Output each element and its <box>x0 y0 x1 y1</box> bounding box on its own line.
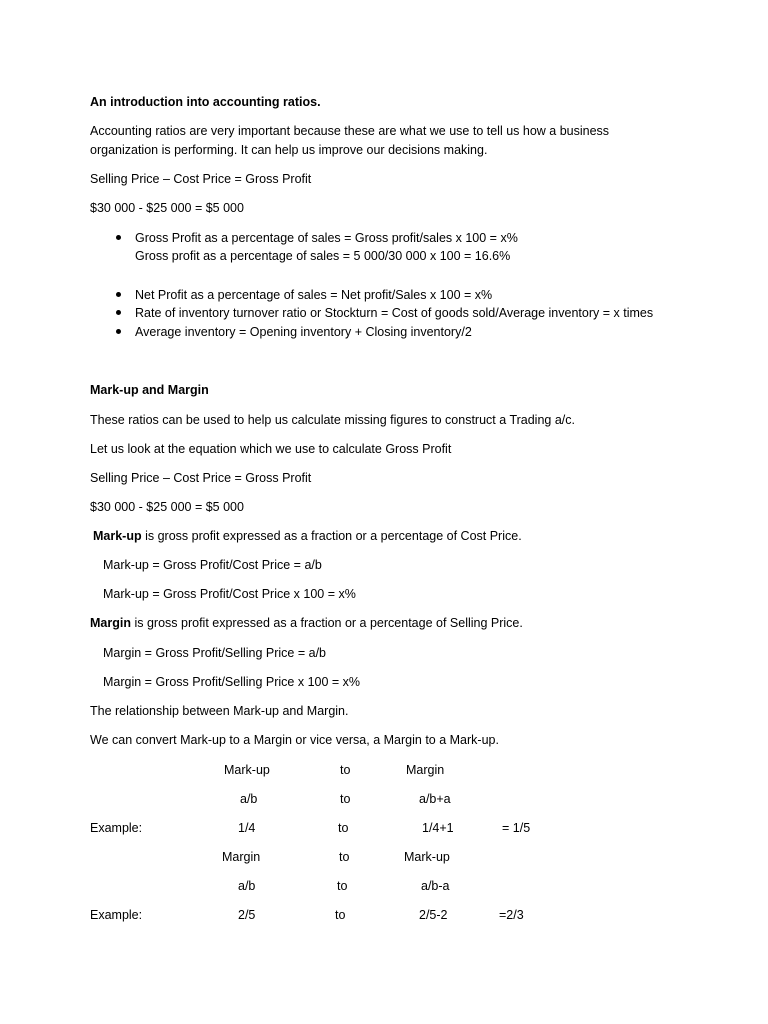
table-cell: Margin <box>222 850 261 864</box>
margin-term: Margin <box>90 616 131 630</box>
margin-formula-fraction: Margin = Gross Profit/Selling Price = a/b <box>103 646 327 660</box>
margin-definition <box>90 615 523 631</box>
markup-definition <box>93 528 522 544</box>
bullet-icon <box>116 310 121 315</box>
table-cell: a/b <box>238 879 256 893</box>
bullet-icon <box>116 235 121 240</box>
table-cell: to <box>335 908 346 922</box>
list-item: Rate of inventory turnover ratio or Stockturn = Cost of goods sold/Average inventory = x times <box>135 306 654 320</box>
intro-paragraph-line2: organization is performing. It can help us improve our decisions making. <box>90 143 488 157</box>
table-cell: to <box>337 879 348 893</box>
paragraph-equation-intro: Let us look at the equation which we use to calculate Gross Profit <box>90 442 452 456</box>
bullet-icon <box>116 329 121 334</box>
list-item-continuation: Gross profit as a percentage of sales = 5 000/30 000 x 100 = 16.6% <box>135 249 511 263</box>
margin-definition-text: is gross profit expressed as a fraction or a percentage of Selling Price. <box>130 616 523 630</box>
list-item: Average inventory = Opening inventory + Closing inventory/2 <box>135 325 472 339</box>
relationship-heading: The relationship between Mark-up and Margin. <box>90 704 349 718</box>
markup-term: Mark-up <box>93 529 142 543</box>
table-cell: 2/5 <box>238 908 256 922</box>
markup-formula-fraction: Mark-up = Gross Profit/Cost Price = a/b <box>103 558 322 572</box>
margin-formula-percent: Margin = Gross Profit/Selling Price x 100 = x% <box>103 675 361 689</box>
table-cell: to <box>339 850 350 864</box>
table-cell: Margin <box>406 763 445 777</box>
table-cell: 2/5-2 <box>419 908 448 922</box>
convert-paragraph: We can convert Mark-up to a Margin or vice versa, a Margin to a Mark-up. <box>90 733 499 747</box>
section-heading: Mark-up and Margin <box>90 383 209 397</box>
gross-profit-example: $30 000 - $25 000 = $5 000 <box>90 201 244 215</box>
intro-paragraph-line1: Accounting ratios are very important because these are what we use to tell us how a business <box>90 124 610 138</box>
table-cell: 1/4+1 <box>422 821 454 835</box>
table-cell: a/b+a <box>419 792 451 806</box>
gross-profit-equation: Selling Price – Cost Price = Gross Profit <box>90 172 312 186</box>
list-item: Net Profit as a percentage of sales = Net profit/Sales x 100 = x% <box>135 288 493 302</box>
table-cell-result: = 1/5 <box>502 821 531 835</box>
gross-profit-equation-2: Selling Price – Cost Price = Gross Profit <box>90 471 312 485</box>
markup-definition-text: is gross profit expressed as a fraction or a percentage of Cost Price. <box>141 529 522 543</box>
table-cell: Mark-up <box>224 763 270 777</box>
table-cell: to <box>340 763 351 777</box>
bullet-icon <box>116 292 121 297</box>
paragraph-ratios-use: These ratios can be used to help us calculate missing figures to construct a Trading a/c. <box>90 413 575 427</box>
table-cell: a/b-a <box>421 879 450 893</box>
document-title: An introduction into accounting ratios. <box>90 95 321 109</box>
gross-profit-example-2: $30 000 - $25 000 = $5 000 <box>90 500 244 514</box>
table-cell: 1/4 <box>238 821 256 835</box>
table-cell-result: =2/3 <box>499 908 524 922</box>
table-cell: a/b <box>240 792 258 806</box>
list-item: Gross Profit as a percentage of sales = Gross profit/sales x 100 = x% <box>135 231 518 245</box>
example-label: Example: <box>90 821 143 835</box>
markup-formula-percent: Mark-up = Gross Profit/Cost Price x 100 = x% <box>103 587 356 601</box>
table-cell: Mark-up <box>404 850 450 864</box>
example-label: Example: <box>90 908 143 922</box>
table-cell: to <box>338 821 349 835</box>
table-cell: to <box>340 792 351 806</box>
